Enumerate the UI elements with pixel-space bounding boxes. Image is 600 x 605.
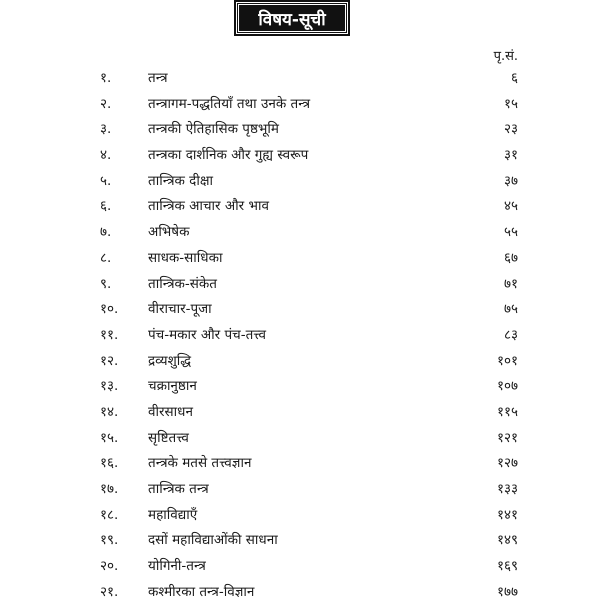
toc-entry-page: १०१ (496, 352, 518, 369)
toc-entry-page: २३ (503, 121, 518, 138)
toc-entry-title: दसों महाविद्याओंकी साधना (148, 532, 278, 549)
toc-entry-page: ४५ (503, 198, 518, 215)
toc-entry-page: ३१ (503, 147, 518, 164)
toc-entry-number: १७. (100, 481, 119, 497)
toc-entry-page: ७५ (503, 301, 518, 318)
toc-entry-title: तन्त्रके मतसे तत्त्वज्ञान (148, 455, 252, 472)
toc-entry-page: १६९ (496, 558, 518, 575)
toc-entry (0, 194, 600, 220)
toc-entry-number: १३. (100, 378, 119, 395)
toc-entry-title: साधक-साधिका (148, 249, 223, 266)
toc-entry-number: १९. (100, 532, 119, 549)
toc-entry (0, 503, 600, 529)
toc-entry-page: ६ (510, 70, 518, 86)
toc-entry-title: तान्त्रिक आचार और भाव (148, 198, 269, 215)
toc-entry-title: वीराचार-पूजा (148, 301, 212, 318)
toc-entry-number: १२. (100, 352, 119, 369)
toc-entry-title: तान्त्रिक-संकेत (148, 275, 217, 292)
toc-entry-number: २०. (100, 558, 119, 575)
toc-entry-page: १४९ (496, 532, 518, 549)
toc-entry-title: तान्त्रिक दीक्षा (148, 172, 214, 189)
toc-entry (0, 477, 600, 503)
toc-entry (0, 143, 600, 169)
toc-entry-number: १. (100, 70, 112, 86)
toc-entry (0, 580, 600, 605)
toc-entry-number: ३. (100, 121, 112, 138)
toc-entry-page: १२७ (496, 455, 518, 472)
toc-entry-number: ९. (100, 275, 112, 292)
toc-entry-title: तन्त्रकी ऐतिहासिक पृष्ठभूमि (148, 121, 279, 138)
toc-entry-number: ११. (100, 326, 119, 343)
toc-entry-title: सृष्टितत्त्व (148, 429, 189, 446)
toc-entry-number: १८. (100, 506, 119, 523)
toc-entry (0, 169, 600, 195)
toc-entry (0, 528, 600, 554)
toc-entry-page: ३७ (503, 172, 518, 189)
toc-entry-page: १०७ (496, 378, 518, 395)
toc-entry-title: चक्रानुष्ठान (148, 378, 197, 395)
toc-entry-number: १५. (100, 429, 119, 446)
toc-entry-title: अभिषेक (148, 224, 190, 241)
page-number-column-label: पृ.सं. (493, 49, 518, 64)
toc-entry (0, 272, 600, 298)
toc-entry-page: ८३ (503, 326, 518, 343)
toc-entry-number: १४. (100, 403, 119, 420)
table-of-contents (0, 66, 600, 605)
toc-entry (0, 66, 600, 92)
toc-entry (0, 554, 600, 580)
toc-entry (0, 426, 600, 452)
toc-entry-title: तान्त्रिक तन्त्र (148, 481, 209, 497)
toc-entry-title: कश्मीरका तन्त्र-विज्ञान (148, 583, 255, 600)
toc-entry-title: तन्त्र (148, 70, 168, 86)
toc-entry (0, 400, 600, 426)
toc-entry-title: वीरसाधन (148, 403, 193, 420)
toc-entry (0, 220, 600, 246)
toc-entry-number: ५. (100, 172, 112, 189)
toc-entry (0, 374, 600, 400)
toc-entry-number: ८. (100, 249, 112, 266)
toc-entry-page: १७७ (496, 583, 518, 600)
toc-entry-page: ६७ (503, 249, 518, 266)
toc-entry-page: ५५ (503, 224, 518, 241)
toc-entry-page: ११५ (496, 403, 518, 420)
toc-entry-page: १३३ (496, 481, 518, 497)
toc-entry-page: १२१ (496, 429, 518, 446)
toc-entry-page: १४१ (496, 506, 518, 523)
toc-entry-title: तन्त्रागम-पद्धतियाँ तथा उनके तन्त्र (148, 95, 311, 112)
toc-entry (0, 92, 600, 118)
toc-entry (0, 117, 600, 143)
toc-entry-title: तन्त्रका दार्शनिक और गुह्य स्वरूप (148, 147, 309, 164)
toc-entry-number: ६. (100, 198, 112, 215)
toc-entry-page: १५ (503, 95, 518, 112)
toc-entry (0, 451, 600, 477)
toc-entry (0, 297, 600, 323)
toc-heading: विषय-सूची (236, 2, 348, 34)
toc-entry-number: ७. (100, 224, 112, 241)
toc-entry-number: २१. (100, 583, 119, 600)
toc-entry (0, 323, 600, 349)
toc-entry-number: १६. (100, 455, 119, 472)
toc-entry (0, 349, 600, 375)
toc-entry-number: २. (100, 95, 112, 112)
toc-entry-title: योगिनी-तन्त्र (148, 558, 206, 575)
toc-entry-number: ४. (100, 147, 112, 164)
toc-entry-title: द्रव्यशुद्धि (148, 352, 192, 369)
toc-entry-title: पंच-मकार और पंच-तत्त्व (148, 326, 267, 343)
toc-entry (0, 246, 600, 272)
toc-entry-title: महाविद्याएँ (148, 506, 198, 523)
toc-entry-page: ७१ (503, 275, 518, 292)
toc-entry-number: १०. (100, 301, 119, 318)
